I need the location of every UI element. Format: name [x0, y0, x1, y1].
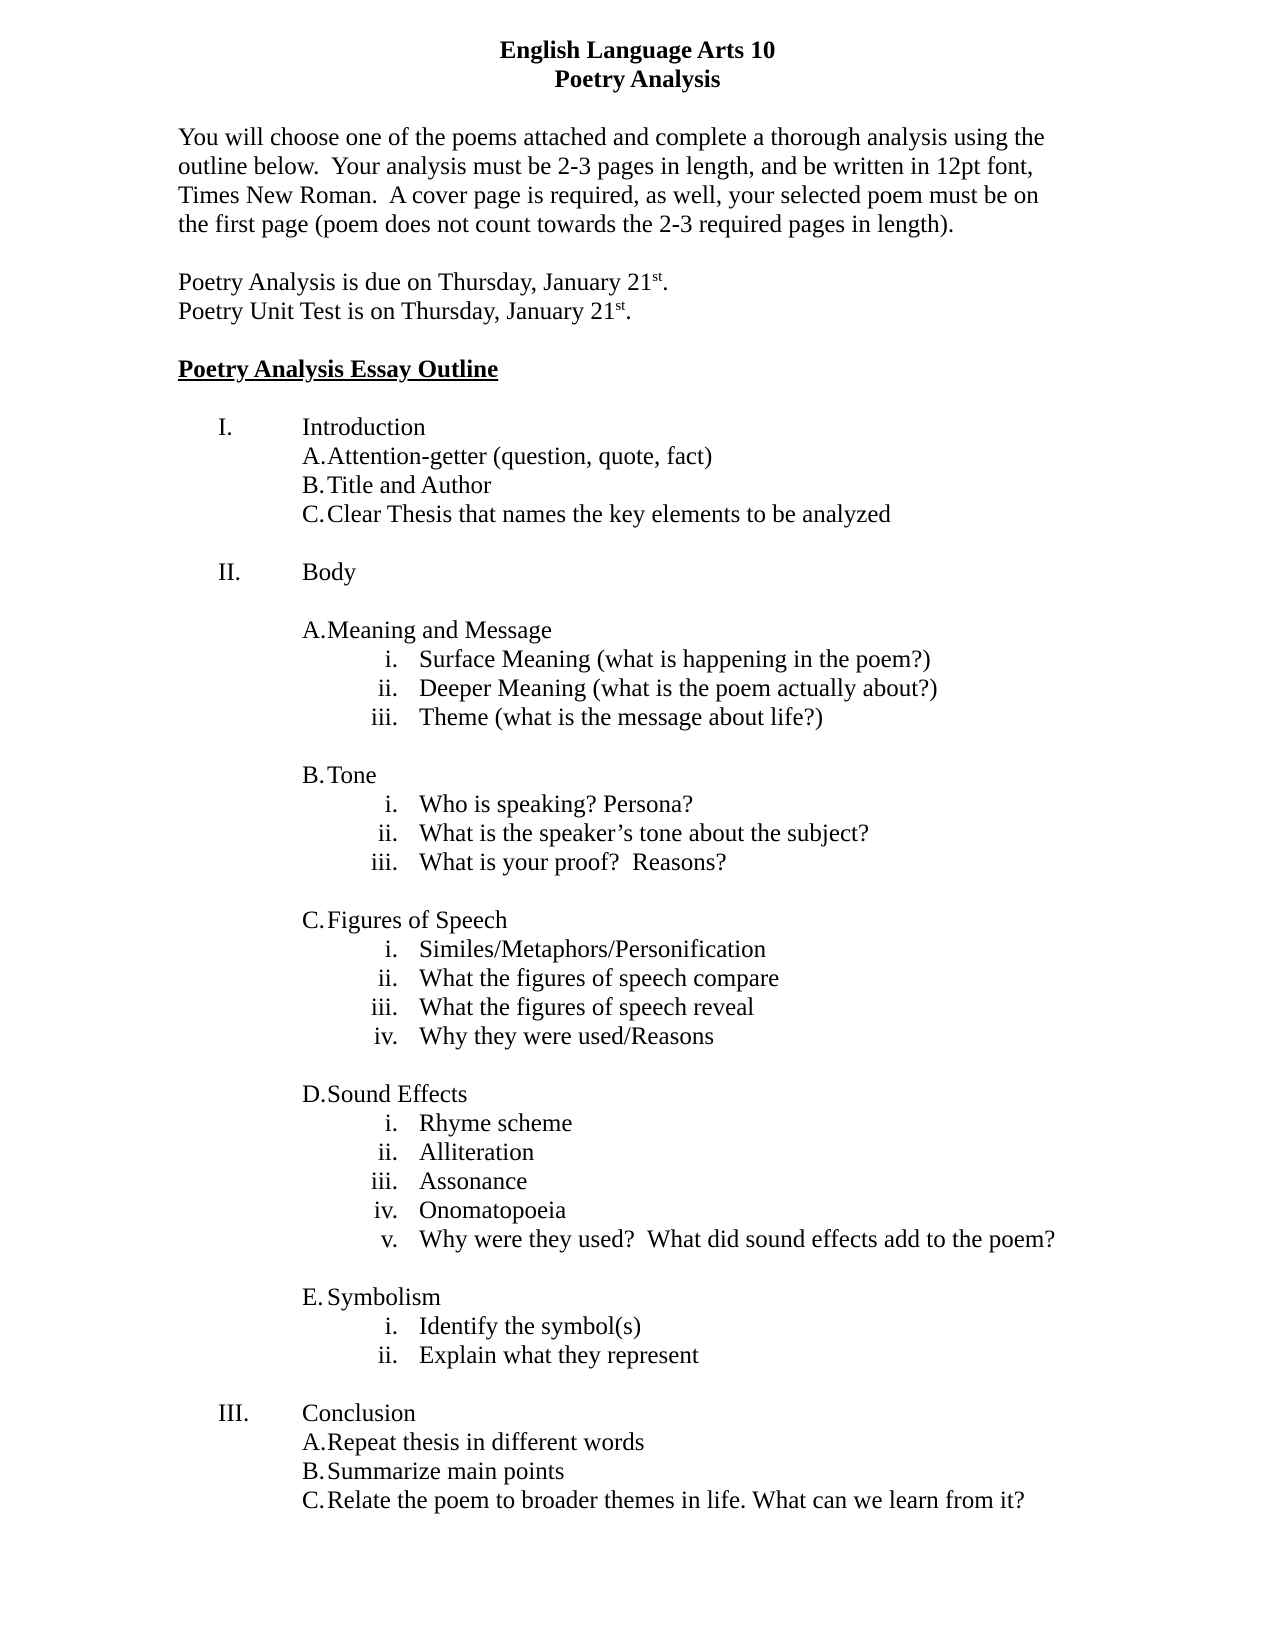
- outline-text: What the figures of speech reveal: [419, 994, 755, 1021]
- outline-number: iii.: [370, 849, 398, 876]
- outline-number: v.: [380, 1226, 398, 1253]
- outline-number: iii.: [370, 994, 398, 1021]
- outline-number: E.: [302, 1284, 324, 1311]
- outline-row: [178, 1196, 1097, 1225]
- outline-text: Surface Meaning (what is happening in the poem?): [419, 646, 931, 673]
- outline-text: Clear Thesis that names the key elements to be analyzed: [327, 501, 891, 528]
- outline-row: [178, 413, 1097, 442]
- outline-text: Onomatopoeia: [419, 1197, 567, 1224]
- outline-number: i.: [384, 1110, 398, 1137]
- outline-number: i.: [384, 1313, 398, 1340]
- outline-blank-row: [178, 1370, 1097, 1399]
- outline-number: C.: [302, 1487, 325, 1514]
- outline-row: [178, 1399, 1097, 1428]
- outline-text: Rhyme scheme: [419, 1110, 573, 1137]
- outline-text: Alliteration: [419, 1139, 535, 1166]
- outline-row: [178, 616, 1097, 645]
- outline-text: What the figures of speech compare: [419, 965, 780, 992]
- outline-number: B.: [302, 472, 325, 499]
- outline-text: Symbolism: [327, 1284, 441, 1311]
- outline-number: ii.: [377, 675, 398, 702]
- outline-text: Conclusion: [302, 1400, 416, 1427]
- blank-line: [178, 384, 1097, 413]
- outline-text: What is the speaker’s tone about the subject?: [419, 820, 870, 847]
- paragraph-line: Times New Roman. A cover page is required, as well, your selected poem must be on: [178, 182, 1039, 209]
- outline-text: Similes/Metaphors/Personification: [419, 936, 767, 963]
- doc-title: [178, 36, 1097, 94]
- outline-row: [178, 500, 1097, 529]
- outline-number: I.: [218, 414, 233, 441]
- outline-row: [178, 1486, 1097, 1515]
- outline-row: [178, 1109, 1097, 1138]
- outline-number: A.: [302, 1429, 327, 1456]
- outline-number: ii.: [377, 1139, 398, 1166]
- outline-number: ii.: [377, 965, 398, 992]
- outline-number: ii.: [377, 1342, 398, 1369]
- doc-title-line1: English Language Arts 10: [499, 37, 776, 64]
- outline-text: Theme (what is the message about life?): [419, 704, 824, 731]
- outline-text: Why they were used/Reasons: [419, 1023, 715, 1050]
- due-date-line: [178, 297, 1097, 326]
- outline-text: Explain what they represent: [419, 1342, 699, 1369]
- outline-row: [178, 442, 1097, 471]
- blank-line: [178, 94, 1097, 123]
- outline-blank-row: [178, 529, 1097, 558]
- outline-row: [178, 1428, 1097, 1457]
- outline-text: Meaning and Message: [327, 617, 552, 644]
- outline-row: [178, 703, 1097, 732]
- outline-row: [178, 1457, 1097, 1486]
- outline-row: [178, 819, 1097, 848]
- outline-row: [178, 645, 1097, 674]
- outline-text: Tone: [327, 762, 377, 789]
- outline-text: Deeper Meaning (what is the poem actually about?): [419, 675, 938, 702]
- blank-line: [178, 326, 1097, 355]
- outline-row: [178, 790, 1097, 819]
- outline-row: [178, 1283, 1097, 1312]
- outline-row: [178, 1167, 1097, 1196]
- outline-row: [178, 1022, 1097, 1051]
- outline-number: i.: [384, 936, 398, 963]
- outline-row: [178, 558, 1097, 587]
- due-date-text: Poetry Analysis is due on Thursday, January 21: [178, 269, 653, 296]
- outline-number: iii.: [370, 1168, 398, 1195]
- due-date-line: [178, 268, 1097, 297]
- ordinal-superscript: st: [652, 269, 663, 285]
- outline-number: C.: [302, 907, 325, 934]
- outline-number: i.: [384, 646, 398, 673]
- outline-row: [178, 761, 1097, 790]
- outline-number: iv.: [373, 1197, 398, 1224]
- outline-text: What is your proof? Reasons?: [419, 849, 727, 876]
- outline-text: Why were they used? What did sound effects add to the poem?: [419, 1226, 1056, 1253]
- due-date-period: .: [662, 269, 669, 296]
- essay-outline: [178, 413, 1097, 1515]
- outline-row: [178, 1080, 1097, 1109]
- due-date-period: .: [625, 298, 632, 325]
- outline-number: C.: [302, 501, 325, 528]
- outline-text: Repeat thesis in different words: [327, 1429, 645, 1456]
- outline-row: [178, 964, 1097, 993]
- outline-number: ii.: [377, 820, 398, 847]
- paragraph-line: outline below. Your analysis must be 2-3 pages in length, and be written in 12pt font,: [178, 153, 1034, 180]
- outline-number: iv.: [373, 1023, 398, 1050]
- doc-title-line2: Poetry Analysis: [554, 66, 721, 93]
- outline-row: [178, 1225, 1097, 1254]
- outline-blank-row: [178, 732, 1097, 761]
- outline-number: i.: [384, 791, 398, 818]
- outline-number: D.: [302, 1081, 327, 1108]
- outline-text: Relate the poem to broader themes in life. What can we learn from it?: [327, 1487, 1025, 1514]
- outline-text: Figures of Speech: [327, 907, 508, 934]
- outline-heading: Poetry Analysis Essay Outline: [178, 356, 499, 383]
- intro-paragraph: [178, 123, 1097, 239]
- outline-row: [178, 471, 1097, 500]
- outline-blank-row: [178, 1254, 1097, 1283]
- outline-row: [178, 935, 1097, 964]
- ordinal-superscript: st: [615, 298, 626, 314]
- outline-number: B.: [302, 762, 325, 789]
- outline-number: A.: [302, 617, 327, 644]
- paragraph-line: the first page (poem does not count towards the 2-3 required pages in length).: [178, 211, 955, 238]
- outline-number: II.: [218, 559, 241, 586]
- outline-text: Assonance: [419, 1168, 528, 1195]
- outline-number: III.: [218, 1400, 250, 1427]
- outline-blank-row: [178, 1051, 1097, 1080]
- outline-text: Title and Author: [327, 472, 492, 499]
- outline-row: [178, 1138, 1097, 1167]
- outline-row: [178, 848, 1097, 877]
- outline-text: Who is speaking? Persona?: [419, 791, 694, 818]
- outline-number: iii.: [370, 704, 398, 731]
- outline-row: [178, 906, 1097, 935]
- paragraph-line: You will choose one of the poems attached and complete a thorough analysis using the: [178, 124, 1045, 151]
- outline-text: Summarize main points: [327, 1458, 565, 1485]
- outline-number: B.: [302, 1458, 325, 1485]
- outline-text: Body: [302, 559, 357, 586]
- outline-text: Introduction: [302, 414, 426, 441]
- blank-line: [178, 239, 1097, 268]
- outline-row: [178, 1341, 1097, 1370]
- outline-row: [178, 1312, 1097, 1341]
- outline-row: [178, 674, 1097, 703]
- due-date-text: Poetry Unit Test is on Thursday, January 21: [178, 298, 616, 325]
- outline-blank-row: [178, 587, 1097, 616]
- outline-number: A.: [302, 443, 327, 470]
- outline-text: Sound Effects: [327, 1081, 468, 1108]
- outline-text: Identify the symbol(s): [419, 1313, 642, 1340]
- outline-row: [178, 993, 1097, 1022]
- outline-blank-row: [178, 877, 1097, 906]
- outline-text: Attention-getter (question, quote, fact): [327, 443, 713, 470]
- due-dates: [178, 268, 1097, 326]
